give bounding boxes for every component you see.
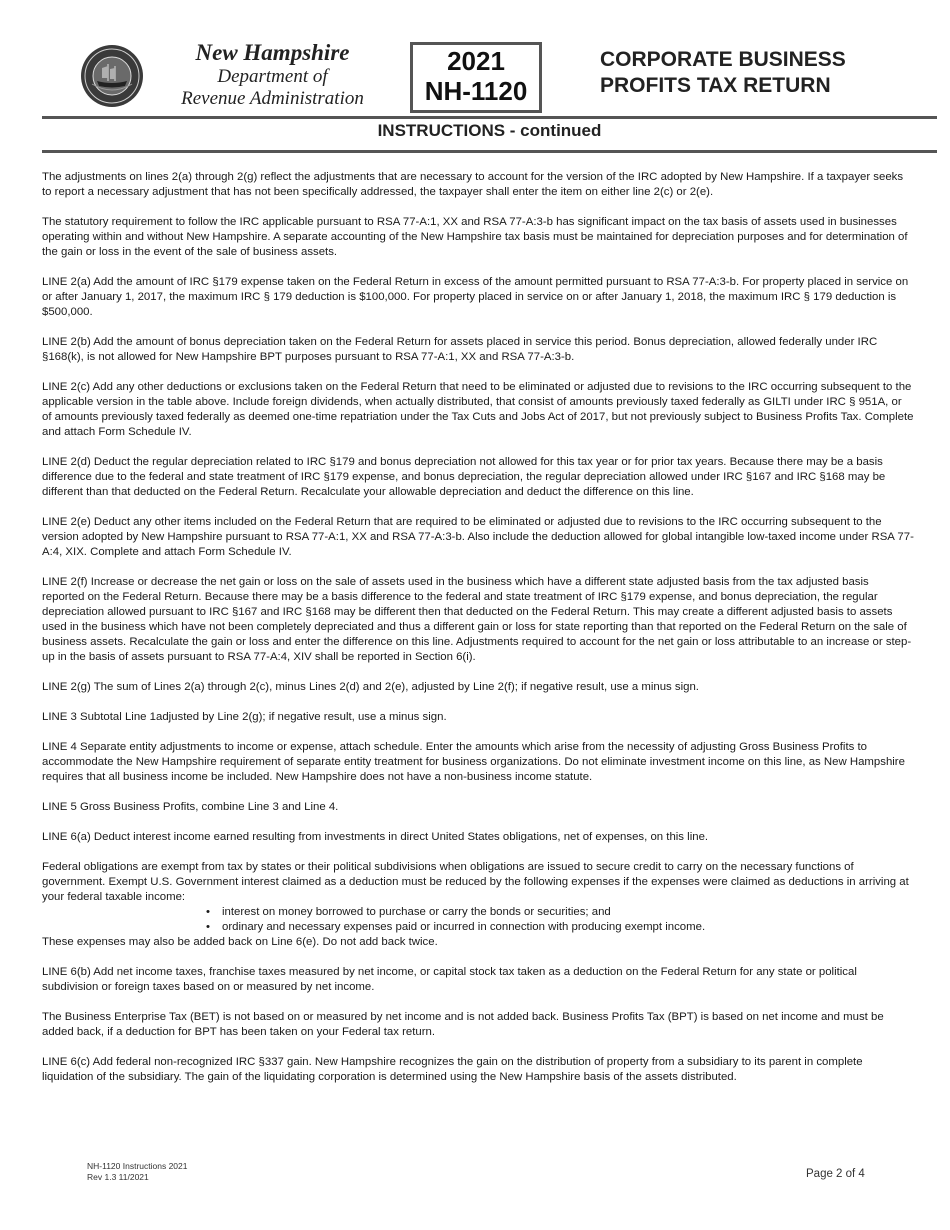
line-2a-instruction: LINE 2(a) Add the amount of IRC §179 expense taken on the Federal Return in excess of the amount permitted pursuant to RSA 77-A:3-b. For property placed in service on or after January 1, 2017, the maximum IRC § 179 deduction is $100,000. For property placed in service on or after January 1, 2018, the maximum IRC § 179 deduction is $500,000. — [42, 276, 909, 318]
form-year: 2021 — [447, 46, 505, 76]
bullet-icon: • — [206, 906, 210, 918]
list-item — [206, 905, 914, 920]
para-federal-obligations: Federal obligations are exempt from tax by states or their political subdivisions when obligations are issued to secure credit to carry on the necessary functions of government. Exempt U.S. Government interest claimed as a deduction must be reduced by the following expenses if the expenses were claimed as deductions in arriving at your federal taxable income: — [42, 861, 909, 903]
form-title-line2: PROFITS TAX RETURN — [600, 74, 831, 97]
list-item — [206, 920, 914, 935]
footer-doc-info — [87, 1161, 187, 1183]
line-5-instruction: LINE 5 Gross Business Profits, combine Line 3 and Line 4. — [42, 801, 339, 813]
line-2f-instruction: LINE 2(f) Increase or decrease the net gain or loss on the sale of assets used in the business which have a different state adjusted basis from the tax adjusted basis reported on the Federal Return. Because there may be a basis difference to the federal and state treatment of IRC §179 expense, and bonus depreciation, the regular depreciation allowed pursuant to IRC §167 and IRC §168 may be different then that deducted on the Federal Return. This may create a different adjusted basis to assets used in the business which have not been completely depreciated and thus a different gain or loss for state reporting than that reported on the Federal Return on the sale of business assets. Recalculate the gain or loss and enter the difference on this line. Adjustments required to account for the net gain or loss attributable to an increase or step-up in the basis of assets pursuant to RSA 77-A:4, XIV shall be reported in Section 6(i). — [42, 576, 912, 663]
form-number: NH-1120 — [424, 76, 528, 106]
form-id-box — [410, 42, 542, 113]
state-seal-icon — [80, 44, 144, 108]
line-3-instruction: LINE 3 Subtotal Line 1adjusted by Line 2(g); if negative result, use a minus sign. — [42, 711, 447, 723]
line-2c-instruction: LINE 2(c) Add any other deductions or exclusions taken on the Federal Return that need to be eliminated or adjusted due to revisions to the IRC occurring subsequent to the applicable version in the table above. Include foreign dividends, when actually distributed, that consist of amounts previously taxed federally as GILTI under IRC § 951A, or of amounts previously taxed federally as deemed one-time repatriation under the Tax Cuts and Jobs Act of 2017, but not previously subject to Business Profits Tax. Complete and attach Form Schedule IV. — [42, 381, 914, 438]
header-rule-top — [42, 116, 937, 119]
section-subheading: INSTRUCTIONS - continued — [377, 121, 602, 140]
line-6a-instruction: LINE 6(a) Deduct interest income earned resulting from investments in direct United States obligations, net of expenses, on this line. — [42, 831, 709, 843]
para-add-back: These expenses may also be added back on Line 6(e). Do not add back twice. — [42, 936, 438, 948]
list-item-text: interest on money borrowed to purchase or carry the bonds or securities; and — [222, 906, 611, 918]
instructions-body — [42, 170, 914, 1100]
line-2b-instruction: LINE 2(b) Add the amount of bonus depreciation taken on the Federal Return for assets placed in service this period. Bonus depreciation, allowed federally under IRC §168(k), is not allowed for New Hampshire BPT purposes pursuant to RSA 77-A:1, XX and RSA 77-A:3-b. — [42, 336, 878, 363]
footer-revision: Rev 1.3 11/2021 — [87, 1172, 149, 1182]
agency-name: Revenue Administration — [181, 88, 364, 109]
line-6b-instruction: LINE 6(b) Add net income taxes, franchise taxes measured by net income, or capital stock tax taken as a deduction on the Federal Return for any state or political subdivision or foreign taxes based on or measured by net income. — [42, 966, 857, 993]
list-item-text: ordinary and necessary expenses paid or incurred in connection with producing exempt income. — [222, 921, 706, 933]
agency-state: New Hampshire — [195, 40, 350, 65]
form-title-line1: CORPORATE BUSINESS — [600, 48, 846, 71]
para-intro: The adjustments on lines 2(a) through 2(g) reflect the adjustments that are necessary to account for the version of the IRC adopted by New Hampshire. If a taxpayer seeks to report a necessary adjustment that has not been specifically addressed, the taxpayer shall enter the item on either line 2(c) or 2(e). — [42, 171, 904, 198]
para-bet-bpt: The Business Enterprise Tax (BET) is not based on or measured by net income and is not added back. Business Profits Tax (BPT) is based on net income and must be added back, if a deduction for BPT has been taken on your Federal tax return. — [42, 1011, 884, 1038]
expense-list — [42, 905, 914, 935]
para-statutory: The statutory requirement to follow the IRC applicable pursuant to RSA 77-A:1, XX and RSA 77-A:3-b has significant impact on the tax basis of assets used in businesses operating within and without New Hampshire. A separate accounting of the New Hampshire tax basis must be maintained for depreciation purposes and for determination of the gain or loss in the event of the sale of business assets. — [42, 216, 908, 258]
line-2e-instruction: LINE 2(e) Deduct any other items included on the Federal Return that are required to be eliminated or adjusted due to revisions to the IRC occurring subsequent to the version adopted by New Hampshire pursuant to RSA 77-A:1, XX and RSA 77-A:3-b. Also include the deduction allowed for global intangible low-taxed income under RSA 77-A:4, XIX. Complete and attach Form Schedule IV. — [42, 516, 914, 558]
agency-dept: Department of — [217, 66, 328, 87]
line-4-instruction: LINE 4 Separate entity adjustments to income or expense, attach schedule. Enter the amounts which arise from the necessity of adjusting Gross Business Profits to accommodate the New Hampshire requirement of separate entity treatment for business organizations. Do not eliminate investment income on this line, as New Hampshire requires that all business income be included. New Hampshire does not have a non-business income statute. — [42, 741, 905, 783]
bullet-icon: • — [206, 921, 210, 933]
footer-doc-name: NH-1120 Instructions 2021 — [87, 1161, 188, 1171]
line-6c-instruction: LINE 6(c) Add federal non-recognized IRC §337 gain. New Hampshire recognizes the gain on the distribution of property from a subsidiary to its parent in complete liquidation of the subsidiary. The gain of the liquidating corporation is determined using the New Hampshire basis of the assets distributed. — [42, 1056, 863, 1083]
header-rule-bottom — [42, 150, 937, 153]
agency-name-block — [160, 40, 385, 110]
line-2g-instruction: LINE 2(g) The sum of Lines 2(a) through 2(c), minus Lines 2(d) and 2(e), adjusted by Line 2(f); if negative result, use a minus sign. — [42, 681, 699, 693]
form-title — [600, 47, 846, 99]
page-number: Page 2 of 4 — [806, 1168, 865, 1180]
line-2d-instruction: LINE 2(d) Deduct the regular depreciation related to IRC §179 and bonus depreciation not allowed for this tax year or for prior tax years. Because there may be a basis difference due to the federal and state treatment of IRC §179 expense, and bonus depreciation, the regular depreciation allowed under IRC §167 and IRC §168 may be different than that deducted on the Federal Return. Recalculate your allowable depreciation and deduct the difference on this line. — [42, 456, 886, 498]
